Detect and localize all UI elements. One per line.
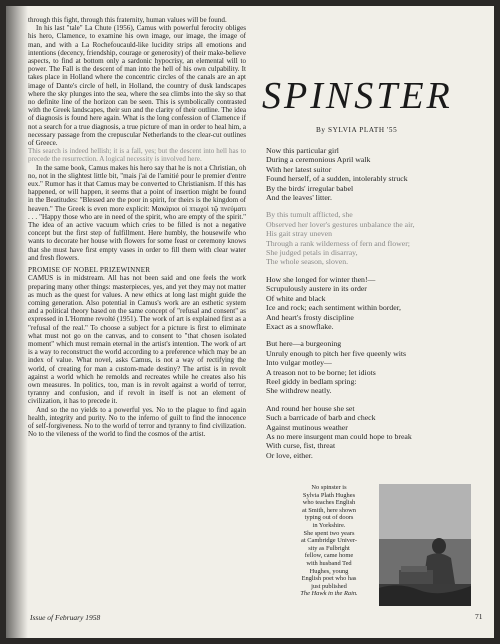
article-column (28, 16, 246, 610)
author-bio (284, 484, 374, 598)
bio-line: sity as Fulbright (308, 544, 350, 552)
bio-line: at Smith, here shown (302, 506, 356, 514)
bio-line: at Cambridge Univer- (301, 537, 357, 545)
poem-line: Or love, either. (266, 450, 313, 460)
bio-line: typing out of doors (304, 514, 354, 522)
poem-line: Unruly enough to pitch her five queenly wits (266, 348, 407, 358)
bio-line: She spent two years (303, 529, 355, 537)
poem-line: Observed her lover's gestures unbalance the air, (266, 219, 415, 229)
bio-line: English poet who has (301, 575, 357, 583)
poem-line: How she longed for winter then!— (266, 274, 376, 284)
issue-footer: Issue of February 1958 (30, 613, 101, 622)
bio-line: Sylvia Plath Hughes (302, 491, 356, 499)
poem-line: Ice and rock; each sentiment within border, (266, 303, 401, 313)
bio-line: in Yorkshire. (312, 521, 346, 529)
paragraph: In the same book, Camus makes his hero say that he is not a Christian, oh no, not in the slightest little bit, "mais j'ai de l'amitié pour le premier d'entre eux." Rumor has it that Camus may be converted to Christianism. If this has happened, or will happen, it seems that a point of insertion might be found in the Beatitudes: "Blessed are the poor in spirit, for theirs is the kingdom of heaven." The Greek is even more explicit: Μακάριοι οἱ πτωχοὶ τῷ πνεύματι . . . "Happy those who are in need of the spirit, who are empty of the spirit." The idea of an active vacuum which cries to be filled is not a negative concept but the first step of fulfillment. Here humbly, the housewife who wants to decorate her house with flowers for some feast or ceremony knows that she must have first empty vases in order to fill them with clear water and fresh flowers. (28, 163, 246, 262)
poem-line: But here—a burgeoning (266, 339, 342, 349)
author-photo (379, 484, 471, 606)
poem-line: By the birds' irregular babel (266, 183, 354, 193)
bio-line: who teaches English (302, 499, 356, 507)
poem-line: Now this particular girl (266, 146, 339, 155)
stanza (266, 210, 488, 266)
poem-line: The whole season, sloven. (266, 257, 349, 267)
poem-line: A treason not to be borne; let idiots (266, 367, 376, 377)
poem-line: She withdrew neatly. (266, 386, 332, 396)
paragraph: In his last "tale" La Chute (1956), Camus with powerful ferocity obliges his hero, Clamence, to examine his own image, our image, the image of man, and with a La Rochefoucauld-like lucidity strips all emotions and intentions (decency, friendship, courage or generosity) of their make-believe aspects, to find at bottom only a sardonic hypocrisy, an elemental will to power. The Fall is the descent of man into the hell of his own culpability. It takes place in Holland where the concentric circles of the canals are an apt image of Dante's circle of hell, in Holland, the country of dusk landscapes where the sky plunges into the sea, where the sea climbs into the sky so that no definite line of the horizon can be seen. This is symbolically contrasted with the Greek landscapes, their sun and the clarity of their outline. The idea of diagnosis is found here again. What is the long confession of Clamence if not a search for a true diagnosis, a true picture of man in order to heal him, a necessary passage from the crepuscular Netherlands to the clear-cut outlines of Greece. (28, 24, 246, 148)
paragraph: CAMUS is in midstream. All has not been said and one feels the work preparing many other things: masterpieces, yes, and yet they may not matter as much as the quest for values. A new ethics at long last might guide the coming generation. Also potential in Camus's work are an esthetic system and a political theory based on the same concept of "refusal and consent" as expressed in L'Homme revolté (1951). The work of art is explained first as a "refusal of the real." To choose a subject for a picture is first to eliminate what must not go on the canvas, and to consent to "that chosen isolated moment" which must remain eternal in the artist's intention. The work of art is a way to reconstruct the world according to a preference which may be an index of value. What novel, asks Camus, is not a way of rectifying the world, of creating for man a custom-made destiny? The artist is in revolt against a world which he remolds and recreates while he creates also his own measures. In politics, too, man is in revolt against a world of terror, tyranny and confusion, and if revolt in itself is not an element of civilization, it has to precede it. (28, 274, 246, 406)
page-number: 71 (475, 612, 483, 621)
poem-line: Scrupulously austere in its order (266, 284, 367, 294)
poem-line: Exact as a snowflake. (266, 321, 334, 331)
section-heading: PROMISE OF NOBEL PRIZEWINNER (28, 266, 151, 275)
paragraph: And so the no yields to a powerful yes. No to the plague to find again health, integrity and purity. No to the inferno of guilt to find the innocence of self-forgiveness. No to the world of terror and tyranny to find civilization. No to the vileness of the world to find the cosmos of the artist. (28, 405, 246, 439)
bio-line: fellow, came home (304, 552, 354, 560)
stanza (266, 404, 488, 460)
poem-line: She judged petals in disarray, (266, 248, 358, 258)
poem-line: With her latest suitor (266, 164, 332, 174)
stanza (266, 339, 488, 395)
byline: By SYLVIA PLATH '55 (316, 126, 398, 134)
bio-line: with husband Ted (306, 559, 352, 567)
bio-line: just published (311, 582, 347, 590)
poem-line: And the leaves' litter. (266, 193, 332, 203)
poem-line: By this tumult afflicted, she (266, 210, 353, 220)
magazine-page (6, 6, 494, 638)
paragraph: through this fight, through this fraternity, human values will be found. (28, 16, 227, 24)
poem-line: And round her house she set (266, 403, 355, 413)
stanza (266, 275, 488, 331)
poem-line: And heart's frosty discipline (266, 312, 354, 322)
poem-line: His gait stray uneven (266, 229, 333, 239)
poem-line: With curse, fist, threat (266, 441, 336, 451)
poem-line: During a ceremonious April walk (266, 155, 371, 165)
book-title: The Hawk in the Rain. (300, 590, 358, 598)
poem-body (266, 146, 488, 468)
paragraph-faded: This search is indeed hellish; it is a fall, yes; but the descent into hell has to precede the resurrection. A logical necessity is involved here. (28, 147, 246, 164)
poem-line: Of white and black (266, 293, 326, 303)
poem-line: Reel giddy in bedlam spring: (266, 376, 357, 386)
poem-line: Such a barricade of barb and check (266, 413, 376, 423)
bio-line: Hughes, young (309, 567, 349, 575)
photo-silhouette (379, 484, 471, 606)
poem-line: Found herself, of a sudden, intolerably struck (266, 174, 408, 184)
poem-column (254, 6, 486, 638)
poem-line: Through a rank wilderness of fern and flower; (266, 238, 410, 248)
poem-title: SPINSTER (262, 75, 453, 117)
poem-line: Into vulgar motley— (266, 358, 332, 368)
stanza (266, 146, 488, 202)
poem-line: Against mutinous weather (266, 422, 348, 432)
bio-line: No spinster is (311, 484, 347, 491)
poem-line: As no mere insurgent man could hope to break (266, 431, 412, 441)
